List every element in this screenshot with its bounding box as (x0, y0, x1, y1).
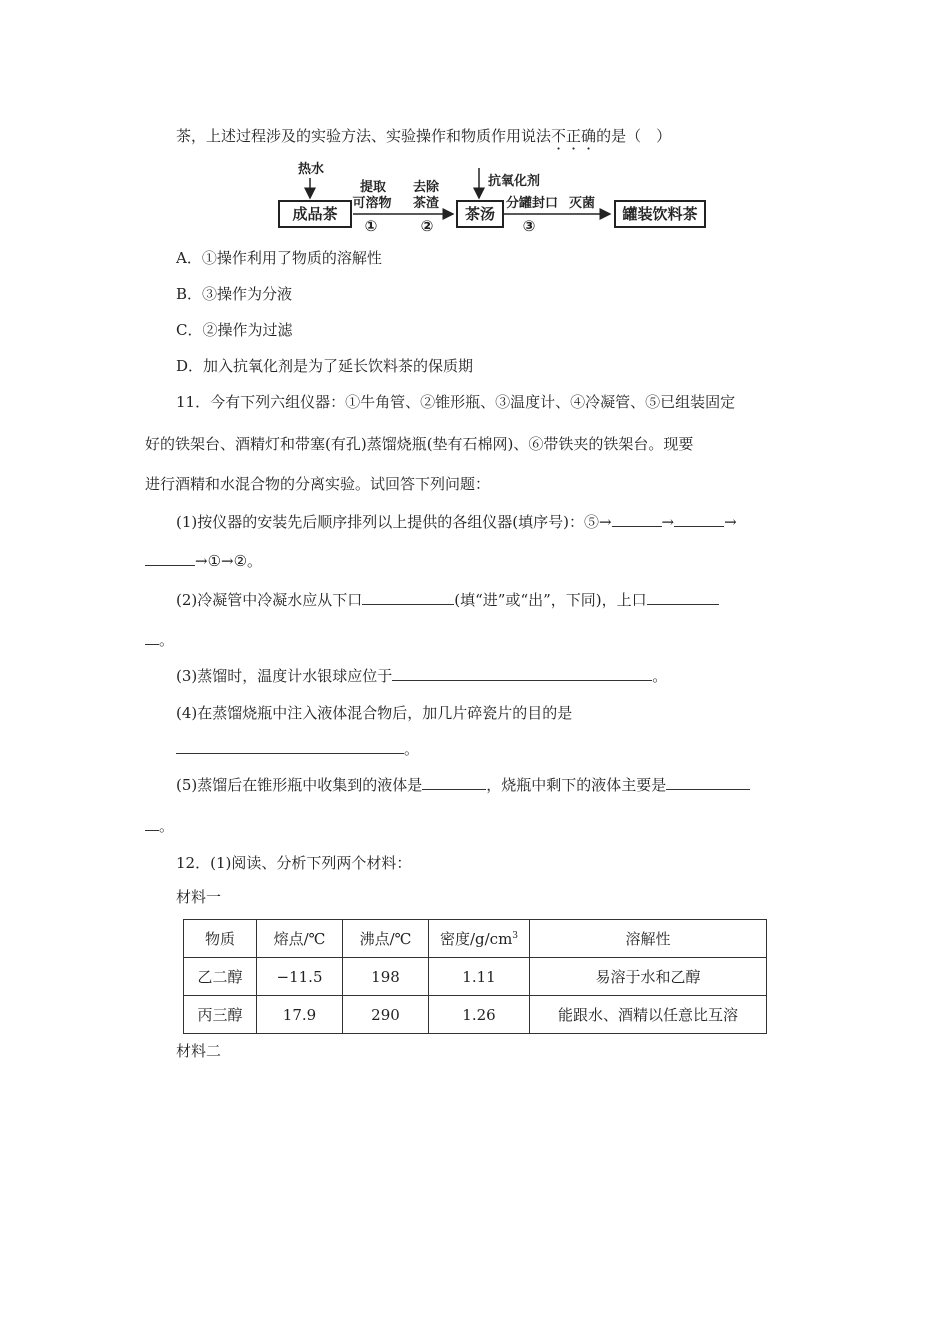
answer-blank[interactable] (647, 589, 719, 605)
step1-mid: 可溶物 (352, 196, 392, 211)
answer-blank[interactable] (145, 629, 159, 645)
q11-part2-cont (145, 629, 174, 651)
q11-part5-text: (5)蒸馏后在锥形瓶中收集到的液体是 (176, 776, 423, 794)
q11-part5-text-b: ，烧瓶中剩下的液体主要是 (486, 776, 667, 794)
q11-part1-text: (1)按仪器的安装先后顺序排列以上提供的各组仪器(填序号)：⑤→ (176, 513, 612, 531)
q11-part3 (176, 665, 667, 687)
q11-part2-end: 。 (159, 631, 175, 649)
answer-blank[interactable] (392, 665, 652, 681)
table-header: 熔点/℃ (257, 920, 343, 958)
emphasis-char: 不 (551, 127, 567, 145)
answer-blank[interactable] (362, 589, 454, 605)
antioxidant-label: 抗氧化剂 (487, 174, 540, 189)
q11-part3-end: 。 (652, 667, 668, 685)
table-cell: 丙三醇 (184, 996, 257, 1034)
q10-intro-prefix: 茶，上述过程涉及的实验方法、实验操作和物质作用说法 (176, 127, 552, 145)
option-a: A．①操作利用了物质的溶解性 (176, 249, 382, 267)
q11-part1-cont (145, 550, 262, 572)
q11-part3-text: (3)蒸馏时，温度计水银球应位于 (176, 667, 393, 685)
table-cell: 17.9 (257, 996, 343, 1034)
process-flow-diagram (270, 160, 710, 240)
start-box: 成品茶 (278, 200, 352, 228)
answer-blank[interactable] (145, 815, 159, 831)
option-c: C．②操作为过滤 (176, 321, 293, 339)
answer-blank[interactable] (176, 738, 404, 754)
q11-part2-text-b: (填“进”或“出”，下同)，上口 (454, 591, 647, 609)
q11-line2: 好的铁架台、酒精灯和带塞(有孔)蒸馏烧瓶(垫有石棉网)、⑥带铁夹的铁架台。现要 (145, 435, 694, 453)
table-header: 溶解性 (530, 920, 767, 958)
table-header: 沸点/℃ (343, 920, 429, 958)
q10-intro-suffix: 的是（ ） (596, 127, 672, 145)
q11-part1-end: →①→②。 (195, 552, 263, 570)
q12-line1: 12．(1)阅读、分析下列两个材料： (176, 854, 412, 872)
table-cell: 乙二醇 (184, 958, 257, 996)
table-cell: 能跟水、酒精以任意比互溶 (530, 996, 767, 1034)
arrow-text: → (724, 513, 737, 531)
step2-top: 去除 (412, 180, 439, 195)
table-cell: 易溶于水和乙醇 (530, 958, 767, 996)
table-cell: 198 (343, 958, 429, 996)
q11-part5 (176, 774, 750, 796)
q10-intro (176, 125, 671, 147)
q11-part5-cont (145, 815, 174, 837)
table-header-row (184, 920, 767, 958)
table-row (184, 958, 767, 996)
table-cell: −11.5 (257, 958, 343, 996)
q11-part5-end: 。 (159, 817, 175, 835)
step3-mid: 分罐封口 (505, 196, 558, 211)
density-header-text: 密度/g/cm (439, 930, 513, 948)
q11-part4-cont (176, 738, 419, 760)
emphasis-char: 确 (581, 127, 597, 145)
table-row (184, 996, 767, 1034)
q11-part2 (176, 589, 719, 611)
step2-num: ② (420, 217, 434, 235)
density-header-sup: 3 (512, 931, 519, 941)
end-box: 罐装饮料茶 (614, 200, 706, 228)
hot-water-label: 热水 (297, 162, 324, 177)
step2-mid: 茶渣 (412, 196, 439, 211)
answer-blank[interactable] (145, 550, 195, 566)
answer-blank[interactable] (674, 511, 724, 527)
material-two-label: 材料二 (176, 1042, 222, 1060)
table-header: 物质 (184, 920, 257, 958)
middle-box: 茶汤 (456, 200, 504, 228)
emphasis-char: 正 (566, 127, 582, 145)
q11-line1: 11．今有下列六组仪器：①牛角管、②锥形瓶、③温度计、④冷凝管、⑤已组装固定 (176, 393, 736, 411)
option-b: B．③操作为分液 (176, 285, 293, 303)
q11-part1 (176, 511, 737, 533)
answer-blank[interactable] (612, 511, 662, 527)
material-one-label: 材料一 (176, 888, 222, 906)
table-header (429, 920, 530, 958)
arrow-text: → (661, 513, 675, 531)
answer-blank[interactable] (422, 774, 486, 790)
step3-num: ③ (522, 217, 536, 235)
option-d: D．加入抗氧化剂是为了延长饮料茶的保质期 (176, 357, 474, 375)
step1-num: ① (364, 217, 378, 235)
q11-line3: 进行酒精和水混合物的分离实验。试回答下列问题： (145, 475, 491, 493)
sterilize-label: 灭菌 (568, 196, 595, 211)
properties-table (183, 919, 767, 1034)
table-cell: 290 (343, 996, 429, 1034)
table-cell: 1.26 (429, 996, 530, 1034)
table-cell: 1.11 (429, 958, 530, 996)
q11-part4-end: 。 (404, 740, 420, 758)
answer-blank[interactable] (666, 774, 750, 790)
q11-part4: (4)在蒸馏烧瓶中注入液体混合物后，加几片碎瓷片的目的是 (176, 704, 573, 722)
step1-top: 提取 (359, 180, 386, 195)
q11-part2-text: (2)冷凝管中冷凝水应从下口 (176, 591, 363, 609)
